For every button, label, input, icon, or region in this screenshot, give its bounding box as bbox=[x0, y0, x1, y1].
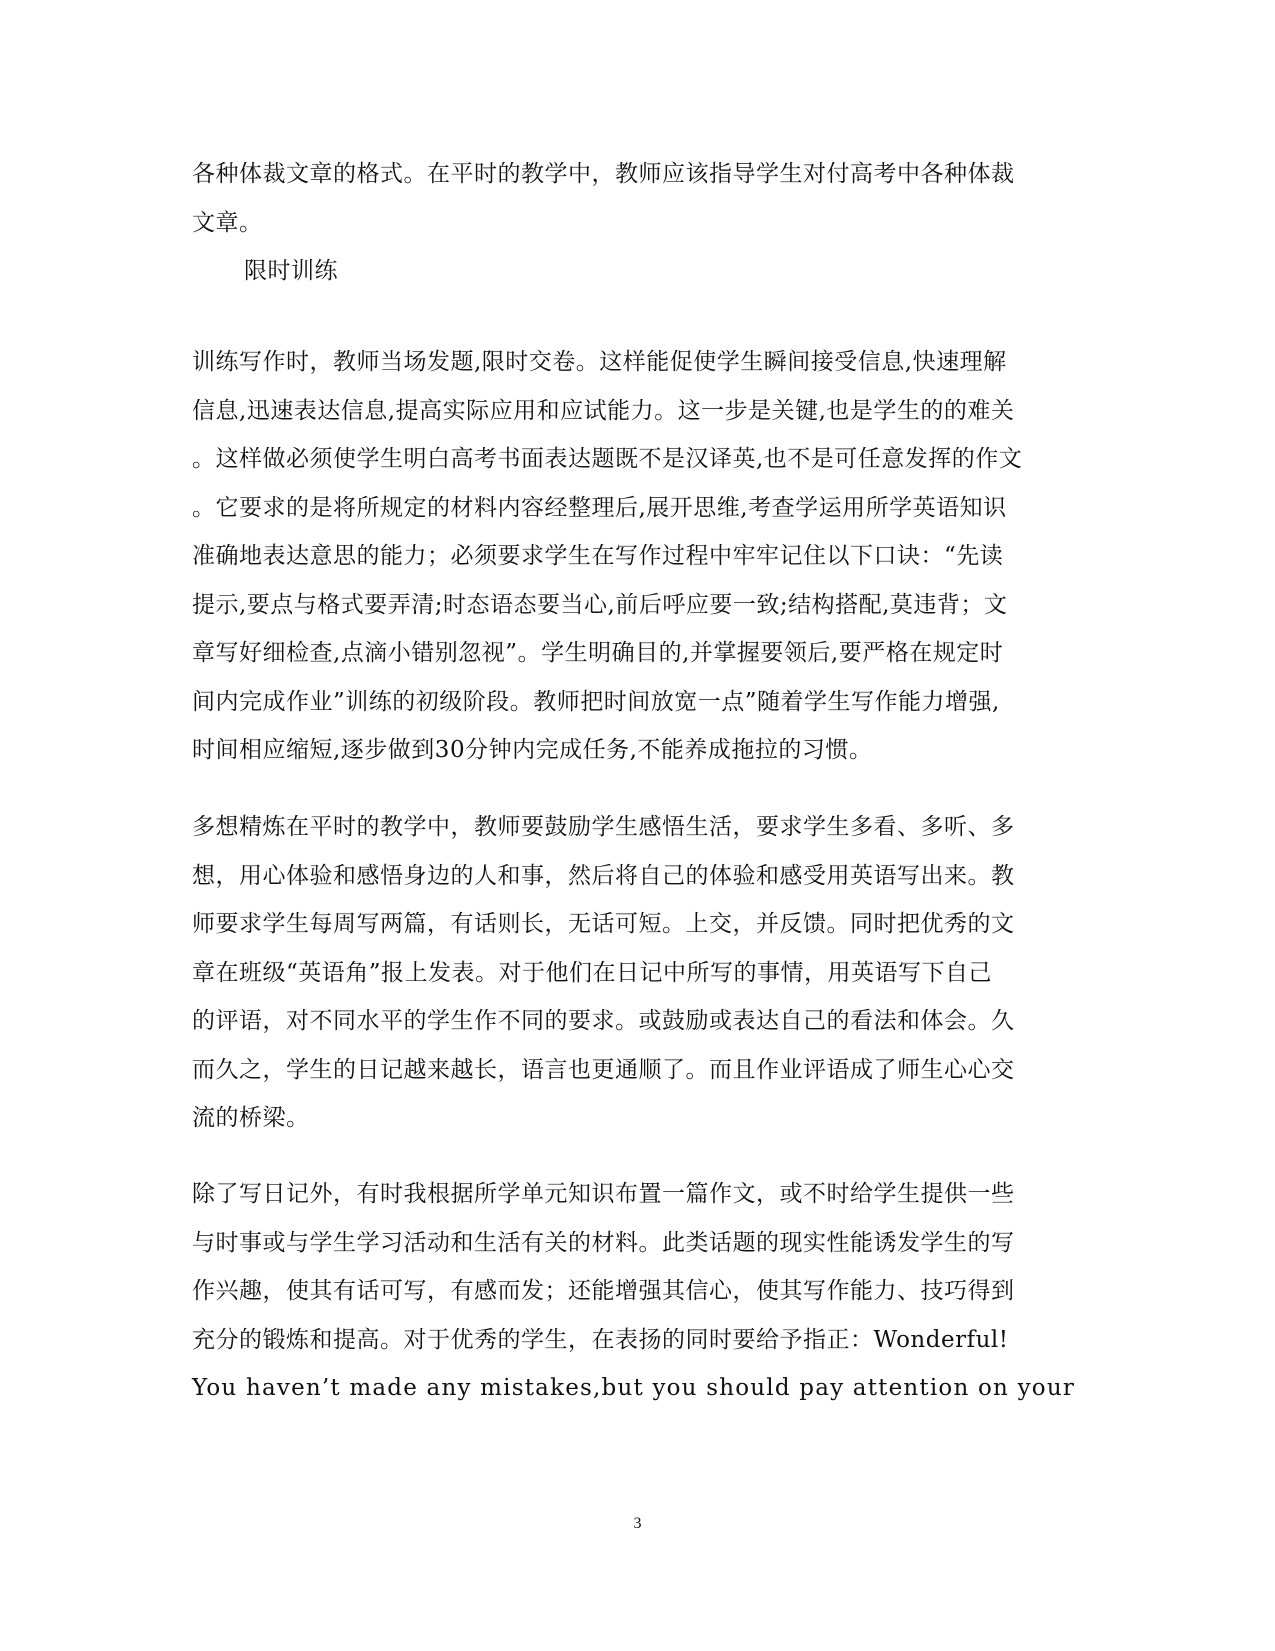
paragraph-timed-training bbox=[192, 338, 1082, 775]
text-line: 提示,要点与格式要弄清;时态语态要当心,前后呼应要一致;结构搭配,莫违背；文 bbox=[192, 591, 1008, 618]
section-heading: 限时训练 bbox=[244, 258, 338, 284]
text-line: 流的桥梁。 bbox=[192, 1105, 310, 1131]
text-line: 章写好细检查,点滴小错别忽视”。学生明确目的,并掌握要领后,要严格在规定时 bbox=[192, 640, 1004, 666]
text-line: 而久之，学生的日记越来越长，语言也更通顺了。而且作业评语成了师生心心交 bbox=[192, 1056, 1015, 1083]
text-line: 作兴趣，使其有话可写，有感而发；还能增强其信心，使其写作能力、技巧得到 bbox=[192, 1278, 1015, 1304]
text-line: 章在班级“英语角”报上发表。对于他们在日记中所写的事情，用英语写下自己 bbox=[192, 959, 993, 986]
text-line: 各种体裁文章的格式。在平时的教学中，教师应该指导学生对付高考中各种体裁 bbox=[192, 161, 1015, 187]
paragraph-think-refine bbox=[192, 803, 1082, 1143]
paragraph-formats bbox=[192, 150, 1082, 296]
english-text-line: You haven’t made any mistakes,but you should pay attention on your bbox=[192, 1375, 1076, 1401]
text-line: 。它要求的是将所规定的材料内容经整理后,展开思维,考查学运用所学英语知识 bbox=[192, 494, 1007, 521]
text-line: 的评语，对不同水平的学生作不同的要求。或鼓励或表达自己的看法和体会。久 bbox=[192, 1008, 1015, 1034]
text-line: 。这样做必须使学生明白高考书面表达题既不是汉译英,也不是可任意发挥的作文 bbox=[192, 446, 1023, 472]
text-line: 除了写日记外，有时我根据所学单元知识布置一篇作文，或不时给学生提供一些 bbox=[192, 1181, 1015, 1207]
text-line: 想，用心体验和感悟身边的人和事，然后将自己的体验和感受用英语写出来。教 bbox=[192, 862, 1015, 889]
text-line: 时间相应缩短,逐步做到30分钟内完成任务,不能养成拖拉的习惯。 bbox=[192, 737, 873, 763]
paragraph-diary-essay bbox=[192, 1170, 1082, 1413]
text-line: 间内完成作业”训练的初级阶段。教师把时间放宽一点”随着学生写作能力增强, bbox=[192, 688, 1000, 715]
text-line: 信息,迅速表达信息,提高实际应用和应试能力。这一步是关键,也是学生的的难关 bbox=[192, 397, 1015, 424]
text-line: 师要求学生每周写两篇，有话则长，无话可短。上交，并反馈。同时把优秀的文 bbox=[192, 911, 1015, 937]
text-line: 与时事或与学生学习活动和生活有关的材料。此类话题的现实性能诱发学生的写 bbox=[192, 1229, 1015, 1256]
text-line: 准确地表达意思的能力；必须要求学生在写作过程中牢牢记住以下口诀：“先读 bbox=[192, 543, 1004, 569]
text-line: 文章。 bbox=[192, 209, 263, 236]
text-line: 多想精炼在平时的教学中，教师要鼓励学生感悟生活，要求学生多看、多听、多 bbox=[192, 814, 1015, 840]
page-number: 3 bbox=[633, 1515, 642, 1532]
text-line: 充分的锻炼和提高。对于优秀的学生，在表扬的同时要给予指正：Wonderful! bbox=[192, 1326, 1009, 1353]
text-line: 训练写作时，教师当场发题,限时交卷。这样能促使学生瞬间接受信息,快速理解 bbox=[192, 349, 1007, 375]
